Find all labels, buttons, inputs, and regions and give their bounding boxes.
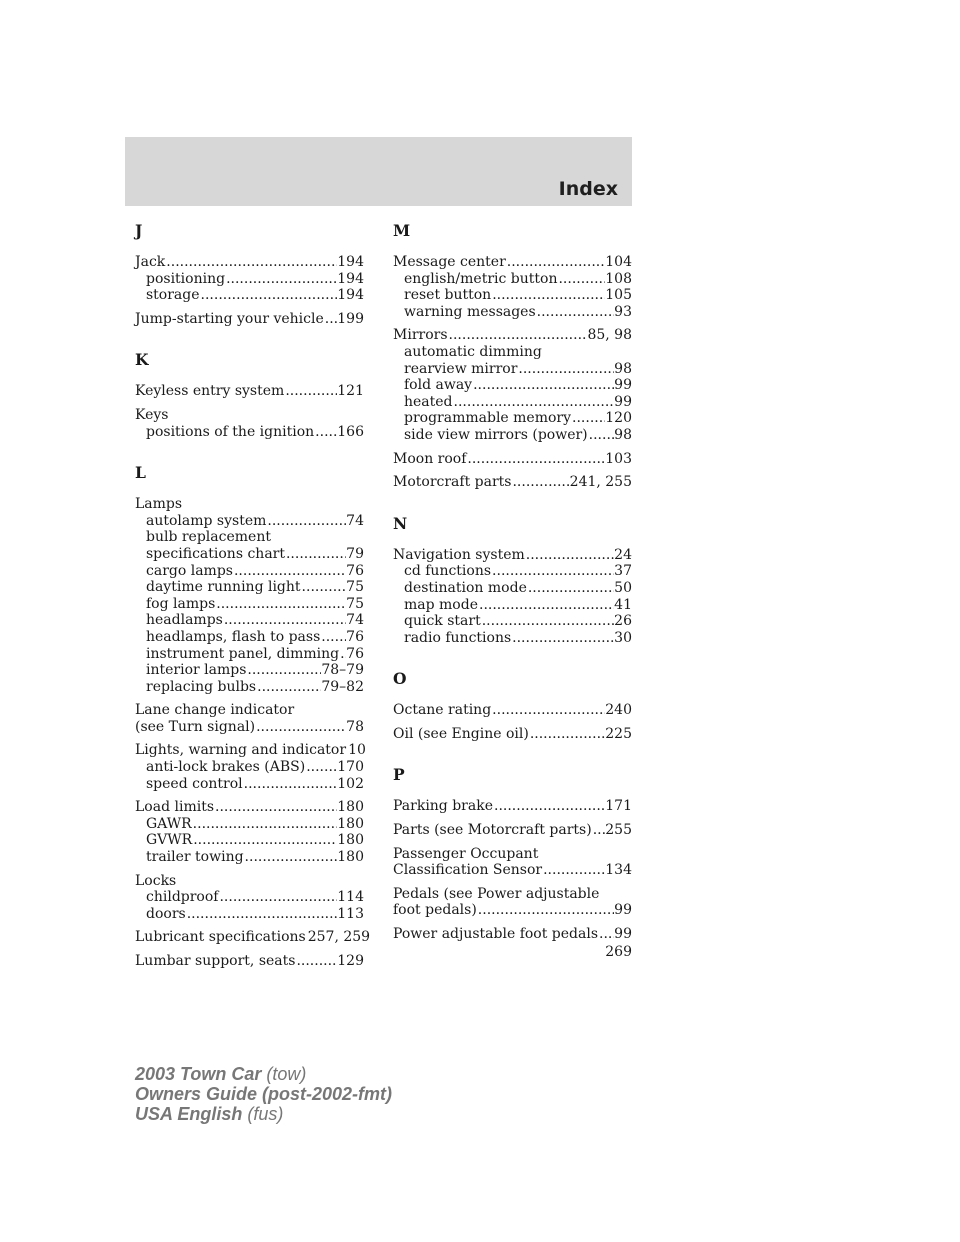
index-entry-line [393,798,632,815]
index-subentry-line [393,287,632,304]
index-entry-line [135,254,364,271]
dot-leader [588,427,615,444]
entry-page-ref: 170 [337,759,364,776]
entry-text: foot pedals) [393,902,477,919]
entry-page-ref: 74 [346,512,364,529]
entry-text: Motorcraft parts [393,474,512,491]
index-subentry-line [135,271,364,288]
index-letter-heading: K [135,350,149,370]
entry-text: Moon roof [393,450,467,467]
entry-page-ref: 121 [337,383,364,400]
footer-line-3 [135,1104,392,1124]
entry-text: cargo lamps [146,562,233,579]
index-entry [393,254,632,320]
entry-text: Lubricant specifications [135,929,306,946]
entry-page-ref: 99 [614,393,632,410]
dot-leader [453,394,615,411]
index-subentry-line [393,597,632,614]
entry-text: daytime running light [146,579,301,596]
index-subentry-line [135,513,364,530]
entry-page-ref: 79–82 [321,678,364,695]
dot-leader [186,906,338,923]
index-subentry-line [393,271,632,288]
index-subentry-line [135,579,364,596]
entry-text: doors [146,905,186,922]
entry-page-ref: 241, 255 [569,474,632,491]
dot-leader [491,702,605,719]
index-subentry-line [393,630,632,647]
dot-leader [284,383,337,400]
index-subentry-line [393,394,632,411]
dot-leader [472,377,614,394]
index-entry-line [393,474,632,491]
index-entry-line [393,327,632,344]
index-subentry-line [135,612,364,629]
index-subentry-line [393,427,632,444]
entry-page-ref: 79 [346,545,364,562]
index-letter-heading: L [135,463,146,483]
entry-page-ref: 75 [346,579,364,596]
index-entry [393,926,632,943]
index-subentry-line [393,377,632,394]
dot-leader [525,547,614,564]
entry-page-ref: 255 [605,822,632,839]
entry-text: warning messages [404,303,536,320]
dot-leader [448,327,588,344]
index-subentry-line [135,759,364,776]
index-entry-line [393,926,632,943]
index-entry-line [393,886,632,903]
index-entry-line [393,451,632,468]
entry-text: Lamps [135,496,183,513]
index-entry [393,451,632,468]
entry-page-ref: 180 [337,849,364,866]
entry-text: Octane rating [393,702,492,719]
dot-leader [301,579,347,596]
index-letter-heading: N [393,513,408,533]
entry-page-ref: 134 [605,862,632,879]
entry-page-ref: 129 [337,953,364,969]
dot-leader [527,580,614,597]
dot-leader [218,889,337,906]
entry-text: headlamps, flash to pass [146,628,321,645]
header-band [125,137,632,206]
dot-leader [314,424,337,441]
dot-leader [244,849,338,866]
index-entry-line [393,726,632,743]
entry-text: GVWR [146,832,193,849]
entry-page-ref: 76 [346,628,364,645]
index-subentry-line [135,287,364,304]
index-subentry-line [393,410,632,427]
entry-page-ref: 104 [605,254,632,270]
entry-text: english/metric button [404,270,558,287]
entry-text: Load limits [135,799,215,816]
dot-leader [517,361,614,378]
footer-language-code: (fus) [247,1104,284,1124]
entry-page-ref: 37 [614,563,632,580]
entry-text: storage [146,287,200,304]
entry-text: Parts (see Motorcraft parts) [393,822,592,839]
entry-text: Power adjustable foot pedals [393,926,599,943]
dot-leader [491,287,605,304]
dot-leader [266,513,346,530]
index-entry-line [393,862,632,879]
dot-leader [324,311,337,328]
dot-leader [225,271,337,288]
entry-text: speed control [146,775,243,792]
index-entry-line [393,902,632,919]
dot-leader [339,646,346,663]
index-entry-line [393,547,632,564]
index-entry [393,474,632,491]
entry-page-ref: 194 [337,270,364,287]
index-entry [135,383,364,400]
entry-page-ref: 76 [346,645,364,662]
entry-text: radio functions [404,629,512,646]
index-entry [393,822,632,839]
index-letter-heading: P [393,765,405,785]
index-entry-line [135,929,371,946]
dot-leader [536,304,615,321]
entry-text: headlamps [146,612,223,629]
entry-text: Navigation system [393,546,525,563]
entry-page-ref: 114 [337,889,364,906]
dot-leader [305,759,337,776]
index-entry [135,873,364,923]
index-letter-heading: J [135,221,143,240]
index-entry-line [393,846,632,863]
dot-leader [493,798,605,815]
dot-leader [165,254,337,271]
entry-text: Passenger Occupant [393,845,539,862]
dot-leader [192,832,337,849]
index-letter-heading: O [393,669,407,689]
footer-model: 2003 Town Car [135,1064,262,1084]
entry-text: automatic dimming [404,343,542,360]
index-subentry-line [135,906,364,923]
index-entry [393,726,632,743]
index-subentry-line [135,662,364,679]
index-subentry-line [135,776,364,793]
index-subentry-line [135,679,364,696]
dot-leader [320,629,346,646]
index-entry-line [393,822,632,839]
entry-page-ref: 30 [614,629,632,646]
entry-text: reset button [404,287,492,304]
index-entry [135,929,371,946]
dot-leader [557,271,605,288]
index-entry [135,496,364,695]
dot-leader [246,662,321,679]
entry-text: Lane change indicator [135,702,295,719]
dot-leader [192,816,338,833]
entry-page-ref: 41 [614,596,632,613]
entry-text: side view mirrors (power) [404,426,588,443]
index-subentry-line [135,849,364,866]
entry-page-ref: 108 [605,270,632,287]
index-subentry-line [135,832,364,849]
index-subentry-line [135,596,364,613]
index-subentry-line [135,816,364,833]
entry-page-ref: 113 [337,905,364,922]
dot-leader [571,410,605,427]
index-subentry-line [135,889,364,906]
dot-leader [295,953,337,970]
entry-text: trailer towing [146,849,244,866]
entry-text: positioning [146,270,226,287]
entry-text: quick start [404,613,481,630]
index-subentry-line [393,344,632,361]
entry-text: cd functions [404,563,492,580]
index-subentry-line [393,563,632,580]
entry-page-ref: 180 [337,799,364,816]
index-subentry-line [135,546,364,563]
entry-page-ref: 99 [614,377,632,394]
entry-text: destination mode [404,579,527,596]
entry-page-ref: 194 [337,254,364,270]
entry-text: Jump-starting your vehicle [135,310,324,327]
index-entry [135,799,364,865]
entry-page-ref: 257, 259 [307,929,371,946]
entry-page-ref: 76 [346,562,364,579]
entry-text: Pedals (see Power adjustable [393,885,600,902]
entry-page-ref: 99 [614,926,632,943]
entry-page-ref: 102 [337,775,364,792]
dot-leader [256,679,321,696]
index-entry [135,254,364,304]
entry-page-ref: 225 [605,725,632,742]
index-entry [393,798,632,815]
entry-text: instrument panel, dimming [146,645,340,662]
dot-leader [481,613,614,630]
index-entry [393,547,632,647]
entry-page-ref: 98 [614,360,632,377]
entry-text: Locks [135,872,177,889]
entry-page-ref: 105 [605,287,632,304]
index-entry-line [135,719,364,736]
entry-text: fog lamps [146,595,216,612]
dot-leader [200,287,338,304]
footer-guide-name: Owners Guide (post-2002-fmt) [135,1084,393,1104]
index-column-left [135,221,371,977]
entry-text: Mirrors [393,327,448,344]
entry-text: interior lamps [146,662,247,679]
index-entry [393,886,632,919]
dot-leader [511,630,614,647]
entry-page-ref: 166 [337,423,364,440]
entry-text: replacing bulbs [146,678,257,695]
dot-leader [511,474,569,491]
entry-text: Message center [393,254,506,270]
entry-text: programmable memory [404,410,572,427]
entry-text: Parking brake [393,798,493,815]
entry-text: heated [404,393,453,410]
entry-text: bulb replacement [146,529,271,546]
entry-page-ref: 171 [605,798,632,815]
entry-text: childproof [146,889,219,906]
index-entry [135,311,364,328]
dot-leader [598,926,614,943]
entry-page-ref: 93 [614,303,632,320]
section-title: Index [558,178,618,200]
index-subentry-line [135,563,364,580]
entry-text: Oil (see Engine oil) [393,725,529,742]
entry-text: anti-lock brakes (ABS) [146,759,306,776]
index-entry-line [135,953,364,970]
page-number: 269 [605,944,632,960]
index-entry-line [135,383,364,400]
index-entry [393,327,632,443]
entry-text: map mode [404,596,478,613]
index-entry-line [135,496,364,513]
entry-page-ref: 240 [605,702,632,719]
index-entry-line [135,873,364,890]
index-subentry-line [135,529,364,546]
entry-text: autolamp system [146,512,267,529]
dot-leader [285,546,346,563]
entry-text: Lumbar support, seats [135,953,296,969]
index-entry [135,953,364,970]
entry-text: Jack [135,254,166,270]
entry-page-ref: 180 [337,832,364,849]
entry-text: Keyless entry system [135,383,285,400]
index-entry [393,846,632,879]
dot-leader [466,451,605,468]
index-entry [135,702,364,735]
dot-leader [223,612,346,629]
dot-leader [592,822,606,839]
index-entry [393,702,632,719]
entry-page-ref: 199 [337,310,364,327]
entry-text: (see Turn signal) [135,718,256,735]
entry-text: positions of the ignition [146,423,315,440]
entry-page-ref: 78–79 [321,662,364,679]
index-subentry-line [135,646,364,663]
index-subentry-line [135,424,364,441]
entry-page-ref: 103 [605,450,632,467]
dot-leader [477,902,614,919]
dot-leader [542,862,605,879]
entry-text: fold away [404,377,473,394]
index-subentry-line [393,361,632,378]
entry-text: rearview mirror [404,360,518,377]
dot-leader [491,563,614,580]
index-entry-line [135,311,364,328]
index-subentry-line [393,580,632,597]
entry-page-ref: 75 [346,595,364,612]
index-entry-line [135,742,364,759]
index-subentry-line [393,304,632,321]
entry-page-ref: 74 [346,612,364,629]
index-entry [135,407,364,440]
entry-text: GAWR [146,815,192,832]
entry-text: Keys [135,406,169,423]
footer-model-code: (tow) [266,1064,307,1084]
entry-page-ref: 99 [614,902,632,919]
entry-page-ref: 78 [346,718,364,735]
index-entry [135,742,364,792]
index-subentry-line [135,629,364,646]
footer [135,1064,392,1124]
index-entry-line [135,702,364,719]
entry-page-ref: 85, 98 [587,327,632,344]
dot-leader [215,596,346,613]
entry-page-ref: 50 [614,579,632,596]
dot-leader [506,254,605,271]
index-column-right [393,222,632,950]
index-entry-line [393,254,632,271]
entry-page-ref: 194 [337,287,364,304]
dot-leader [243,776,338,793]
index-subentry-line [393,613,632,630]
dot-leader [529,726,605,743]
entry-page-ref: 98 [614,426,632,443]
footer-line-1 [135,1064,392,1084]
index-entry-line [135,407,364,424]
footer-language: USA English [135,1104,243,1124]
index-entry-line [393,702,632,719]
entry-page-ref: 24 [614,546,632,563]
dot-leader [233,563,346,580]
entry-text: Classification Sensor [393,862,543,879]
dot-leader [214,799,337,816]
entry-page-ref: 120 [605,410,632,427]
dot-leader [478,597,614,614]
index-letter-heading: M [393,221,411,240]
dot-leader [255,719,346,736]
entry-text: specifications chart [146,545,285,562]
entry-page-ref: 10 [348,742,366,759]
entry-page-ref: 180 [337,815,364,832]
entry-page-ref: 26 [614,613,632,630]
index-entry-line [135,799,364,816]
entry-text: Lights, warning and indicator [135,742,347,759]
